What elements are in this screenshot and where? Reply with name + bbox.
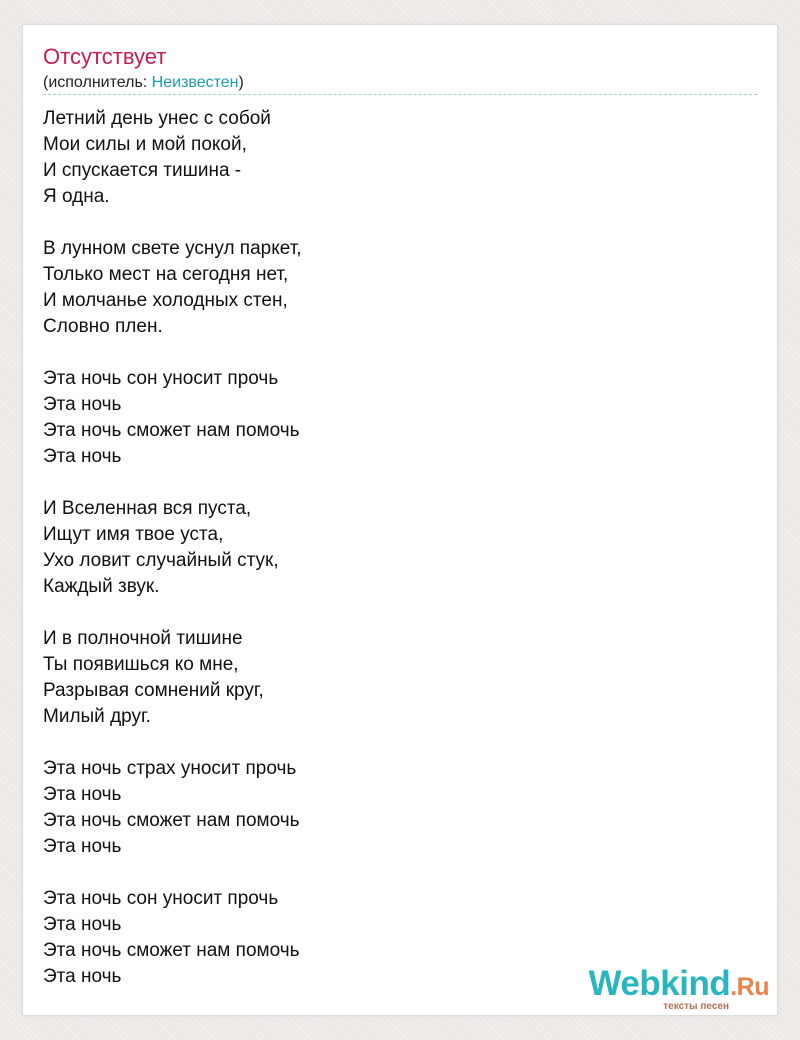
stanza-gap: [43, 860, 743, 886]
lyric-line: Эта ночь страх уносит прочь: [43, 758, 297, 779]
lyric-line: Разрывая сомнений круг,: [43, 680, 264, 701]
lyrics-card: [22, 24, 778, 1016]
lyrics-body: [43, 106, 743, 990]
lyric-line: Эта ночь сможет нам помочь: [43, 420, 300, 441]
lyric-line: Ухо ловит случайный стук,: [43, 550, 279, 571]
lyric-line: Мои силы и мой покой,: [43, 134, 247, 155]
performer-suffix: ): [238, 74, 244, 91]
lyric-line: Эта ночь: [43, 966, 122, 987]
stanza-gap: [43, 730, 743, 756]
performer-prefix: (исполнитель:: [43, 74, 152, 91]
lyric-line: В лунном свете уснул паркет,: [43, 238, 302, 259]
title-divider: [43, 94, 757, 95]
lyric-line: Эта ночь: [43, 914, 122, 935]
logo-tagline: тексты песен: [663, 1001, 729, 1012]
logo-name: Webkind: [588, 964, 731, 1003]
lyric-line: Эта ночь сон уносит прочь: [43, 368, 279, 389]
lyric-line: Эта ночь: [43, 446, 122, 467]
performer-link[interactable]: Неизвестен: [151, 74, 239, 91]
performer-line: [43, 73, 244, 93]
lyric-line: Милый друг.: [43, 706, 151, 727]
lyric-line: Эта ночь сможет нам помочь: [43, 810, 300, 831]
lyric-line: Словно плен.: [43, 316, 163, 337]
lyric-line: Эта ночь: [43, 836, 122, 857]
logo-wordmark: [589, 965, 769, 1006]
lyric-line: Я одна.: [43, 186, 110, 207]
lyric-line: Эта ночь сон уносит прочь: [43, 888, 279, 909]
lyric-line: Только мест на сегодня нет,: [43, 264, 289, 285]
stanza-gap: [43, 600, 743, 626]
lyric-line: И спускается тишина -: [43, 160, 242, 181]
lyric-line: И Вселенная вся пуста,: [43, 498, 252, 519]
song-title: Отсутствует: [43, 44, 167, 69]
lyric-line: Летний день унес с собой: [43, 108, 271, 129]
logo-tld: .Ru: [730, 973, 769, 1001]
lyric-line: Ты появишься ко мне,: [43, 654, 239, 675]
stanza-gap: [43, 210, 743, 236]
lyric-line: Каждый звук.: [43, 576, 160, 597]
lyric-line: Эта ночь сможет нам помочь: [43, 940, 300, 961]
stanza-gap: [43, 470, 743, 496]
webkind-logo[interactable]: [569, 965, 769, 1015]
stanza-gap: [43, 340, 743, 366]
lyric-line: И молчанье холодных стен,: [43, 290, 288, 311]
lyric-line: Ищут имя твое уста,: [43, 524, 224, 545]
lyric-line: И в полночной тишине: [43, 628, 243, 649]
lyric-line: Эта ночь: [43, 784, 122, 805]
lyric-line: Эта ночь: [43, 394, 122, 415]
